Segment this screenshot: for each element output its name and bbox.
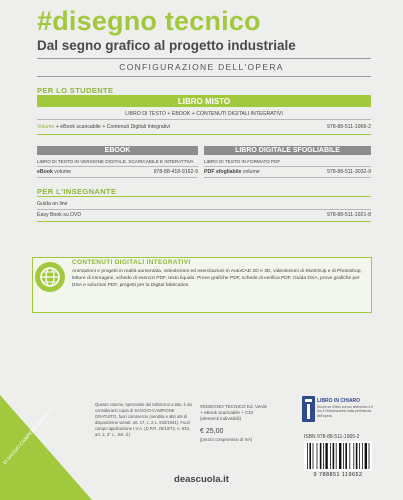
barcode-isbn: ISBN 978-88-511-1965-2 [304, 434, 360, 440]
libro-misto-bar: LIBRO MISTO [37, 96, 371, 107]
barcode-bar [365, 443, 367, 469]
price: € 25,00 [200, 428, 224, 435]
ebook-bar: EBOOK [37, 146, 198, 155]
libro-misto-item [37, 124, 170, 130]
barcode-bar [343, 443, 344, 469]
libro-in-chiaro-logo-icon [302, 396, 315, 422]
barcode-bar [323, 443, 324, 469]
divider [37, 209, 371, 210]
publisher-url[interactable]: deascuola.it [174, 474, 229, 485]
divider [37, 221, 371, 222]
barcode-digits: 9 788851 119652 [313, 472, 363, 478]
barcode [304, 441, 372, 471]
divider [204, 177, 371, 178]
divider [37, 196, 371, 197]
divider [37, 58, 371, 59]
barcode-bar [320, 443, 322, 469]
digital-description: Animazioni e progetti in realtà aumentata, videolezioni ed esercitazioni in AutoCAD 2D e 3D, videolezioni di SketchUp e di Photoshop, letture di immagine, schede di esercizi PDF, testo liquido. Prove grafiche PDF, schede di verifica PDF, Guida DSA, prove grafiche per DSA e soluzioni PDF, progetti per la Digital fabrication. [72, 269, 362, 289]
digital-title: CONTENUTI DIGITALI INTEGRATIVI [72, 259, 191, 266]
item-rest: + eBook scaricabile + Contenuti Digitali Integrativi [54, 124, 170, 130]
item-bold: eBook [37, 169, 53, 175]
isbn-value: 978-88-511-1965-2 [326, 124, 371, 130]
divider [37, 166, 198, 167]
item-bold: Volume [37, 124, 55, 130]
globe-icon [35, 262, 65, 292]
logo-name: LIBRO IN CHIARO [317, 398, 361, 404]
isbn-value: 978-88-418-9162-9 [153, 169, 198, 175]
logo-description: Scopri se il libro sul tuo telefonino è il tuo e l'informazione sulla pertinenza dell'opera. [317, 405, 373, 418]
barcode-bar [349, 443, 350, 469]
divider [204, 166, 371, 167]
item-rest: volume [52, 169, 72, 175]
sfogliabile-item [204, 169, 260, 175]
book-title: #disegno tecnico [37, 6, 261, 36]
item-rest: volume [241, 169, 260, 175]
book-subtitle: Dal segno grafico al progetto industriale [37, 38, 296, 53]
divider [37, 134, 371, 135]
studente-label: PER LO STUDENTE [37, 86, 114, 95]
isbn-value: 978-88-511-1921-8 [326, 212, 371, 218]
barcode-bar [362, 443, 363, 469]
libro-misto-desc: LIBRO DI TESTO + EBOOK + CONTENUTI DIGITALI INTEGRATIVI [125, 111, 283, 117]
price-note: (prezzo comprensivo di IVA) [200, 437, 253, 442]
product-info [200, 404, 290, 423]
insegnante-item: Guida on line [37, 201, 68, 207]
barcode-bar [356, 443, 358, 469]
product-line: + eBook scaricabile + CDI [200, 410, 254, 416]
barcode-bar [325, 443, 327, 469]
barcode-bar [339, 443, 341, 469]
barcode-bar [317, 443, 318, 469]
corner-text: DI SAGGIO-CAMPIONE GRATUITO [2, 405, 55, 466]
insegnante-item: Easy Book su DVD [37, 212, 82, 218]
barcode-bar [333, 443, 335, 469]
barcode-bar [359, 443, 360, 469]
sfogliabile-desc: LIBRO DI TESTO IN FORMATO PDF [204, 159, 281, 164]
divider [37, 76, 371, 77]
divider [37, 177, 198, 178]
ebook-desc: LIBRO DI TESTO IN VERSIONE DIGITALE, SCARICABILE E INTERATTIVA [37, 159, 194, 164]
barcode-bar [345, 443, 347, 469]
isbn-value: 978-88-511-3032-9 [326, 169, 371, 175]
divider [37, 119, 371, 120]
legal-notice: Questo volume, sprovvisto del talloncino a lato, è da considerarsi copia di SAGGIO-CAMPIONE GRATUITO, fuori commercio (vendita e altri atti di disposizione vietati: art. 17, c. 2 L. 633/1941). Fuori campo applicazione I.V.A. (D.P.R. 26/10/72, n. 633, art. 2, 3° c., lett. d.) [95, 402, 192, 437]
barcode-bar [330, 443, 331, 469]
product-line: (elementi indivisibili) [200, 416, 242, 422]
product-line: #DISEGNO TECNICO Ed. Verde [200, 404, 268, 409]
section-heading: CONFIGURAZIONE DELL'OPERA [119, 62, 284, 72]
insegnante-label: PER L'INSEGNANTE [37, 187, 117, 196]
barcode-bar [353, 443, 354, 469]
barcode-bar [313, 443, 314, 469]
barcode-bar [307, 443, 308, 469]
ebook-item [37, 169, 71, 175]
barcode-bar [336, 443, 337, 469]
item-bold: PDF sfogliabile [204, 169, 242, 175]
barcode-bar [309, 443, 311, 469]
sfogliabile-bar: LIBRO DIGITALE SFOGLIABILE [204, 146, 371, 155]
barcode-bar [369, 443, 370, 469]
